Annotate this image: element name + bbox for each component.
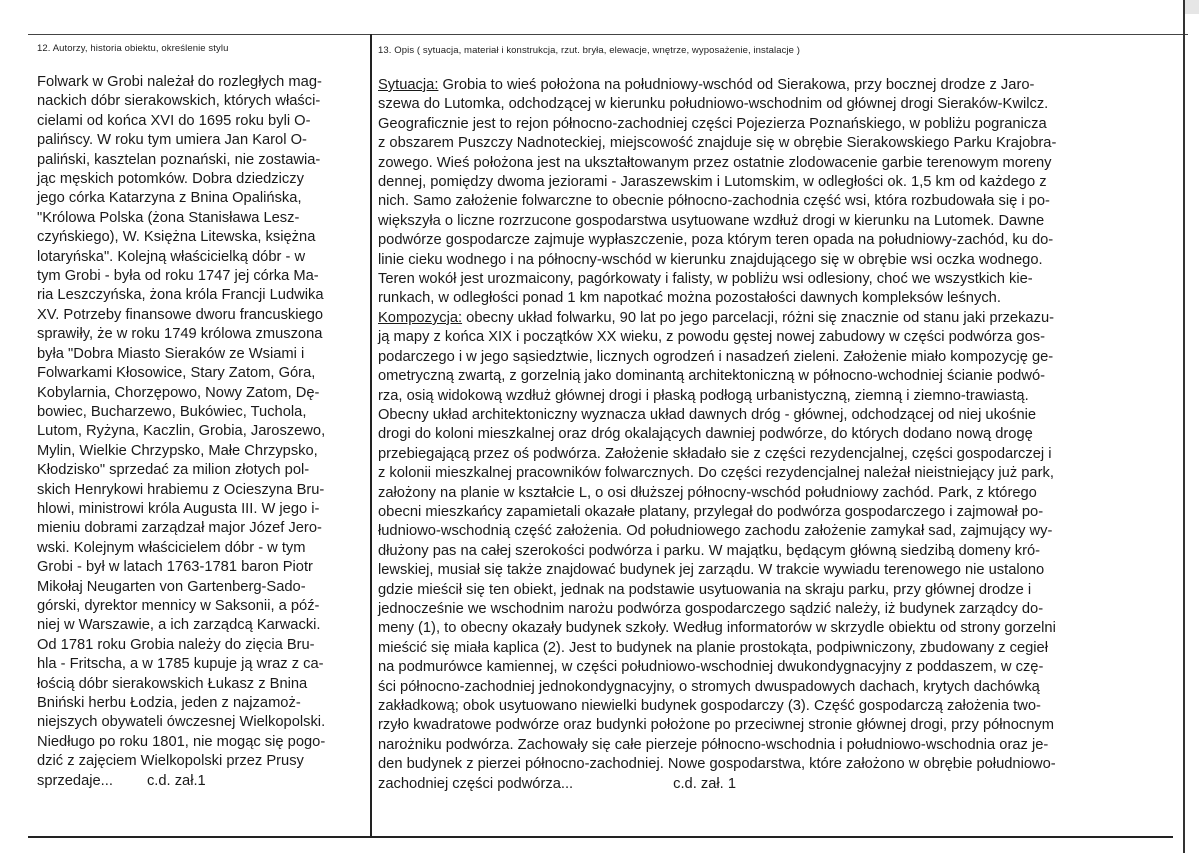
composition-text-line: jednocześnie we wschodnim narożu podwórza gospodarczego sądzić należy, iż budynek zarządcy do- [378,600,1044,617]
description-last-line-text: zachodniej części podwórza... [378,775,574,792]
composition-text-line: przebiegającą przez oś podwórza. Założenie składało sie z części rezydencjalnej, części gospodarczej i [378,445,1052,462]
history-text-line: ria Leszczyńska, żona króla Francji Ludwika [37,287,324,304]
composition-text-line: rza, osią widokową wzdłuż głównej drogi i płaską podłogą urbanistyczną, ziemną i ziemno-trawiastą. [378,387,1029,404]
history-text-line: Od 1781 roku Grobia należy do zięcia Bru- [37,636,315,653]
composition-text-line: drogi do koloni mieszkalnej oraz dróg okalających dawniej podwórze, do których dodano nową drogę [378,426,1033,443]
form-bottom-border [28,836,1173,838]
situation-label: Sytuacja: [378,77,439,93]
situation-text-line: zowego. Wieś położona jest na ukształtowanym przez ostatnie zlodowacenie garbie terenowym moreny [378,154,1052,171]
history-text-line: paliński, kasztelan poznański, nie zostawia- [37,151,321,168]
history-text-line: cielami od końca XVI do 1695 roku byli O- [37,112,311,129]
situation-first-line [378,76,1178,95]
history-text-line: "Królowa Polska (żona Stanisława Lesz- [37,209,300,226]
composition-text-line: zakładkową; obok usytuowano niewielki budynek gospodarczy (3). Część gospodarczą założenia two- [378,698,1041,714]
history-text-line: Lutom, Ryżyna, Kaczlin, Grobia, Jaroszewo, [37,423,326,440]
history-text-line: palińscy. W roku tym umiera Jan Karol O- [37,132,307,149]
history-text-line: sprawiły, że w roku 1749 królowa zmuszona [37,326,323,343]
history-text-line: Grobi - był w latach 1763-1781 baron Piotr [37,559,313,576]
history-text-line: była "Dobra Miasto Sieraków ze Wsiami i [37,345,305,362]
form-right-border [1183,0,1185,853]
composition-text-line: obecni mieszkańcy zapamietali okazałe platany, przylegał do podwórza gospodarczego i zajmował po- [378,503,1044,520]
situation-text-line: linie cieku wodnego i na północny-wschód w kierunku znajdującego się w obrębie wsi oczka wodnego. [378,251,1043,268]
history-text-line: Folwarkami Kłosowice, Stary Zatom, Góra, [37,365,316,382]
history-text-line: Kobylarnia, Chorzępowo, Nowy Zatom, Dę- [37,384,320,401]
composition-text-lines [378,328,1178,774]
situation-text-line: szewa do Lutomka, odchodzącej w kierunku południowo-wschodnim od głównej drogi Sieraków-Kwilcz. [378,96,1049,113]
composition-text-line: łudniowo-wschodnią część założenia. Od południowego zachodu założenie zamykał sad, zajmujący wy- [378,523,1053,540]
composition-text-line: rzyło kwadratowe podwórze oraz budynki położone po przeciwnej stronie głównej drogi, przy północnym [378,717,1054,734]
situation-first-line-text: Grobia to wieś położona na południowy-wschód od Sierakowa, przy bocznej drodze z Jaro- [438,77,1035,93]
history-text-line: skich Henrykowi hrabiemu z Ocieszyna Bru- [37,481,325,498]
history-text-line: lotaryńska". Kolejną właścicielką dóbr - w [37,248,306,265]
history-text-line: bowiec, Bucharzewo, Bukówiec, Tuchola, [37,403,307,420]
scan-corner-mark [1183,0,1199,14]
composition-text-line: ści północno-zachodniej jednokondygnacyjny, o stromych dwuspadowych dachach, krytych dachówką [378,678,1040,695]
history-text-line: hlowi, ministrowi króla Augusta III. W jego i- [37,500,320,517]
situation-text-line: Geograficznie jest to rejon północno-zachodniej części Pojezierza Poznańskiego, w pobliżu pogranicza [378,115,1047,132]
history-text-lines [37,73,367,772]
situation-text-line: dennej, pomiędzy dwoma jeziorami - Jaraszewskim i Lutomskim, w odległości ok. 1,5 km od każdego z [378,174,1047,191]
history-last-line-text: sprzedaje... [37,772,113,789]
description-text-column [378,76,1178,794]
composition-text-line: narożniku podwórza. Zachowały się całe pierzeje północno-wschodnia i południowo-wschodnia oraz je- [378,736,1049,753]
composition-text-line: ometryczną zwartą, z gorzelnią jako dominantą architektoniczną w północno-wchodniej ścianie podwó- [378,368,1045,385]
composition-text-line: dłużony pas na całej szerokości podwórza i parku. W majątku, będącym główną siedzibą domeny kró- [378,542,1041,559]
situation-text-line: runkach, w odległości ponad 1 km napotkać można pozostałości dawnych kompleksów leśnych. [378,290,1001,307]
history-text-line: mieniu dobrami zarządzał major Józef Jero- [37,520,322,537]
history-text-line: hla - Fritscha, a w 1785 kupuje ją wraz z ca- [37,656,324,673]
situation-text-line: większyła o liczne rozrzucone gospodarstwa usytuowane wzdłuż drogi w kierunku na Lutomek. Dawne [378,212,1045,229]
composition-text-line: z kolonii mieszkalnej pracowników folwarcznych. Do części rezydencjalnej należał nieistniejący już park, [378,465,1054,482]
history-text-column [37,73,367,791]
situation-text-line: nich. Samo założenie folwarczne to obecnie północno-zachodnia część wsi, która rozbudowała się i po- [378,193,1050,210]
composition-text-line: mieścić się miała kaplica (2). Jest to budynek na planie prostokąta, podpiwniczony, zbudowany z cegieł [378,639,1048,656]
history-text-line: jego córka Katarzyna z Bnina Opalińska, [37,190,302,207]
history-text-line: Kłodzisko" sprzedać za milion złotych pol- [37,462,310,479]
history-text-line: Bniński herbu Łodzia, jeden z najzamoż- [37,695,301,711]
description-last-line [378,775,1178,794]
history-text-line: Niedługo po roku 1801, nie mogąc się pogo- [37,733,326,750]
history-text-line: wski. Kolejnym właścicielem dóbr - w tym [37,539,306,556]
history-last-line [37,772,367,791]
history-text-line: łością dóbr sierakowskich Łukasz z Bnina [37,675,308,692]
history-text-line: dzić z zajęciem Wielkopolski przez Prusy [37,753,304,770]
composition-text-line: gdzie mieścił się ten obiekt, jednak na podstawie usytuowania na skraju parku, przy głównej drodze i [378,581,1032,598]
situation-text-line: podwórze gospodarcze zajmuje wypłaszczenie, poza którym teren opada na południowy-zachód, ku do- [378,232,1054,249]
situation-text-line: Teren wokół jest urozmaicony, pagórkowaty i falisty, w pobliżu wsi odlesiony, choć we wszystkich kie- [378,271,1033,288]
section-12-heading: 12. Autorzy, historia obiektu, określenie stylu [37,43,229,54]
composition-first-line-text: obecny układ folwarku, 90 lat po jego parcelacji, różni się znacznie od stanu jaki przekazu- [462,309,1054,326]
description-continuation-note: c.d. zał. 1 [673,775,736,792]
situation-text-lines [378,95,1178,308]
form-top-border [28,34,1188,35]
composition-text-line: meny (1), to obecny okazały budynek szkoły. Według informatorów w skrzydle obiektu od strony gorzelni [378,620,1056,637]
composition-text-line: ją mapy z końca XIX i początków XX wieku, z powodu gęstej nowej zabudowy w części podwórza gos- [378,329,1045,346]
composition-text-line: den budynek z pierzei północno-zachodniej. Nowe gospodarstwa, które założono w obrębie południowo- [378,756,1056,773]
history-text-line: nackich dóbr sierakowskich, których właści- [37,93,321,110]
composition-text-line: założony na planie w kształcie L, o osi dłuższej północny-wschód południowy zachód. Park, z którego [378,484,1037,501]
composition-text-line: Obecny układ architektoniczny wyznacza układ dawnych dróg - głównej, odchodzącej od niej ukośnie [378,406,1037,423]
history-continuation-note: c.d. zał.1 [146,772,206,789]
situation-text-line: z obszarem Puszczy Nadnoteckiej, miejscowość znajduje się w obrębie Sierakowskiego Parku Krajobra- [378,135,1057,152]
composition-text-line: lewskiej, musiał się także znajdować budynek jej zarządu. W trakcie wywiadu terenowego nie ustalono [378,562,1045,579]
composition-text-line: na podmurówce kamiennej, w części południowo-wschodniej dwukondygnacyjny z poddaszem, w czę- [378,659,1044,676]
composition-text-line: podarczego i w jego sąsiedztwie, licznych ogrodzeń i nasadzeń zieleni. Założenie miało kompozycję ge- [378,348,1054,365]
history-text-line: Mylin, Wielkie Chrzypsko, Małe Chrzypsko, [37,442,318,459]
history-text-line: niej w Warszawie, a ich zarządcą Karwacki. [37,617,321,634]
history-text-line: Mikołaj Neugarten von Gartenberg-Sado- [37,578,306,595]
history-text-line: Folwark w Grobi należał do rozległych mag- [37,74,322,90]
history-text-line: niejszych obywateli ówczesnej Wielkopolski. [37,714,326,731]
column-divider [370,34,372,836]
composition-first-line [378,309,1178,328]
history-text-line: górski, dyrektor mennicy w Saksonii, a póź- [37,597,320,614]
history-text-line: XV. Potrzeby finansowe dworu francuskiego [37,306,324,323]
history-text-line: tym Grobi - była od roku 1747 jej córka Ma- [37,268,319,285]
history-text-line: jąc męskich potomków. Dobra dziedziczy [37,171,304,188]
history-text-line: czyńskiego), W. Księżna Litewska, księżna [37,229,316,246]
composition-label: Kompozycja: [378,309,463,326]
section-13-heading: 13. Opis ( sytuacja, materiał i konstrukcja, rzut. bryła, elewacje, wnętrze, wyposażenie, instalacje ) [378,45,801,56]
